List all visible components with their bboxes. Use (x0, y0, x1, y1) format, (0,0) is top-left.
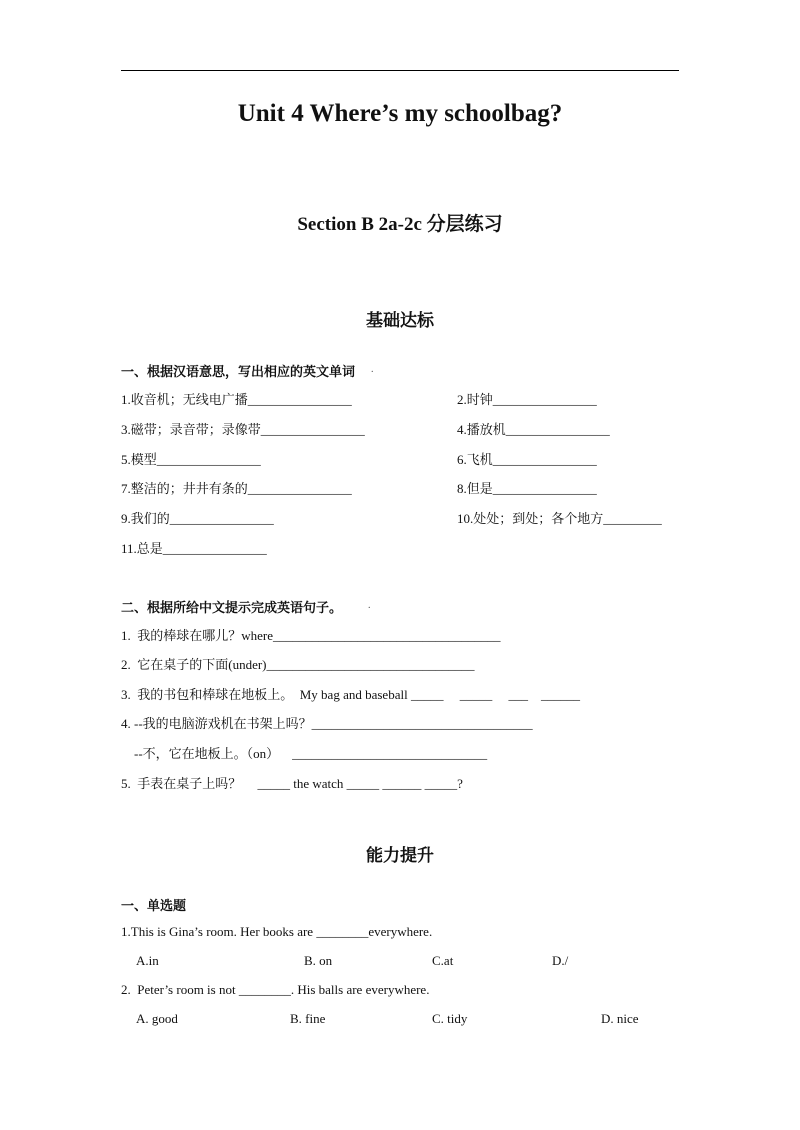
sentence-item: 4. --我的电脑游戏机在书架上吗？__________________________________ (121, 716, 533, 731)
vocab-item: 7.整洁的；井井有条的________________ (121, 481, 352, 496)
vocab-item: 6.飞机________________ (457, 452, 597, 467)
vocab-item: 1.收音机；无线电广播________________ (121, 392, 352, 407)
option: B. on (304, 953, 333, 968)
vocab-item: 10.处处；到处；各个地方_________ (457, 511, 662, 526)
top-rule (121, 70, 679, 71)
sentence-item: --不，它在地板上。（on） ______________________________ (121, 746, 488, 761)
vocab-item: 11.总是________________ (121, 541, 267, 556)
vocab-item: 3.磁带；录音带；录像带________________ (121, 422, 365, 437)
stray-mark: . (368, 600, 371, 611)
stray-mark: . (371, 364, 374, 375)
vocab-item: 2.时钟________________ (457, 392, 597, 407)
vocab-item: 5.模型________________ (121, 452, 261, 467)
vocab-item: 9.我们的________________ (121, 511, 274, 526)
section-subtitle: Section B 2a-2c 分层练习 (297, 214, 503, 235)
option: A.in (136, 953, 159, 968)
question-stem: 1.This is Gina’s room. Her books are ________everywhere. (121, 924, 433, 939)
vocab-item: 8.但是________________ (457, 481, 597, 496)
option: D. nice (601, 1011, 639, 1026)
option: A. good (136, 1011, 178, 1026)
sentence-item: 1. 我的棒球在哪儿？where___________________________________ (121, 628, 501, 643)
sentence-item: 3. 我的书包和棒球在地板上。 My bag and baseball _____ _____ ___ ______ (121, 687, 580, 702)
question-stem: 2. Peter’s room is not ________. His balls are everywhere. (121, 982, 430, 997)
section-heading-multiple-choice: 一、单选题 (121, 899, 187, 914)
page-title: Unit 4 Where’s my schoolbag? (237, 100, 563, 127)
option: C.at (432, 953, 454, 968)
section-heading-vocabulary: 一、根据汉语意思，写出相应的英文单词 (121, 365, 356, 380)
sentence-item: 5. 手表在桌子上吗？ _____ the watch _____ ______ _____? (121, 776, 463, 791)
option: D./ (552, 953, 569, 968)
vocab-item: 4.播放机________________ (457, 422, 610, 437)
option: B. fine (290, 1011, 326, 1026)
part-heading-advanced: 能力提升 (366, 846, 434, 866)
option: C. tidy (432, 1011, 468, 1026)
sentence-item: 2. 它在桌子的下面(under)________________________________ (121, 657, 475, 672)
section-heading-sentences: 二、根据所给中文提示完成英语句子。 (121, 601, 343, 616)
part-heading-basic: 基础达标 (366, 311, 434, 331)
